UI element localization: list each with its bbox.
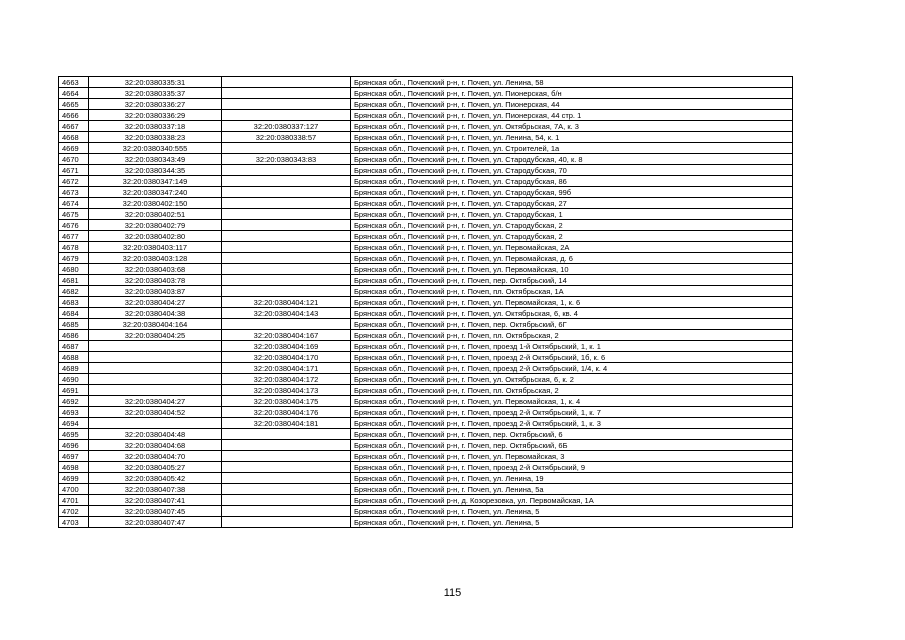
- row-number-cell: 4676: [59, 220, 89, 231]
- related-cadastral-number-cell: 32:20:0380404:169: [222, 341, 351, 352]
- address-cell: Брянская обл., Почепский р-н, г. Почеп, проезд 2-й Октябрьский, 1б, к. 6: [351, 352, 793, 363]
- related-cadastral-number-cell: [222, 462, 351, 473]
- row-number-cell: 4680: [59, 264, 89, 275]
- table-row: [59, 198, 793, 209]
- address-cell: Брянская обл., Почепский р-н, г. Почеп, ул. Стародубская, 27: [351, 198, 793, 209]
- cadastral-number-cell: [89, 341, 222, 352]
- cadastral-number-cell: 32:20:0380340:555: [89, 143, 222, 154]
- address-cell: Брянская обл., Почепский р-н, г. Почеп, проезд 1-й Октябрьский, 1, к. 1: [351, 341, 793, 352]
- related-cadastral-number-cell: [222, 429, 351, 440]
- address-cell: Брянская обл., Почепский р-н, г. Почеп, ул. Октябрьская, 6, кв. 4: [351, 308, 793, 319]
- address-cell: Брянская обл., Почепский р-н, г. Почеп, ул. Октябрьская, 7А, к. 3: [351, 121, 793, 132]
- address-cell: Брянская обл., Почепский р-н, г. Почеп, ул. Ленина, 5а: [351, 484, 793, 495]
- related-cadastral-number-cell: 32:20:0380343:83: [222, 154, 351, 165]
- address-cell: Брянская обл., Почепский р-н, д. Козорезовка, ул. Первомайская, 1А: [351, 495, 793, 506]
- related-cadastral-number-cell: 32:20:0380404:172: [222, 374, 351, 385]
- row-number-cell: 4695: [59, 429, 89, 440]
- table-row: [59, 473, 793, 484]
- address-cell: Брянская обл., Почепский р-н, г. Почеп, ул. Ленина, 5: [351, 506, 793, 517]
- table-row: [59, 132, 793, 143]
- address-cell: Брянская обл., Почепский р-н, г. Почеп, ул. Октябрьская, 6, к. 2: [351, 374, 793, 385]
- cadastral-number-cell: 32:20:0380403:68: [89, 264, 222, 275]
- cadastral-number-cell: 32:20:0380407:38: [89, 484, 222, 495]
- row-number-cell: 4698: [59, 462, 89, 473]
- cadastral-number-cell: 32:20:0380404:164: [89, 319, 222, 330]
- related-cadastral-number-cell: [222, 187, 351, 198]
- address-cell: Брянская обл., Почепский р-н, г. Почеп, проезд 2-й Октябрьский, 1, к. 7: [351, 407, 793, 418]
- address-cell: Брянская обл., Почепский р-н, г. Почеп, проезд 2-й Октябрьский, 1/4, к. 4: [351, 363, 793, 374]
- address-cell: Брянская обл., Почепский р-н, г. Почеп, ул. Стародубская, 99б: [351, 187, 793, 198]
- cadastral-number-cell: 32:20:0380403:87: [89, 286, 222, 297]
- related-cadastral-number-cell: [222, 99, 351, 110]
- row-number-cell: 4694: [59, 418, 89, 429]
- table-row: [59, 154, 793, 165]
- row-number-cell: 4669: [59, 143, 89, 154]
- cadastral-number-cell: [89, 418, 222, 429]
- address-cell: Брянская обл., Почепский р-н, г. Почеп, ул. Первомайская, 2А: [351, 242, 793, 253]
- cadastral-number-cell: 32:20:0380402:80: [89, 231, 222, 242]
- related-cadastral-number-cell: 32:20:0380404:171: [222, 363, 351, 374]
- related-cadastral-number-cell: [222, 143, 351, 154]
- related-cadastral-number-cell: [222, 440, 351, 451]
- address-cell: Брянская обл., Почепский р-н, г. Почеп, ул. Стародубская, 2: [351, 231, 793, 242]
- address-cell: Брянская обл., Почепский р-н, г. Почеп, пл. Октябрьская, 1А: [351, 286, 793, 297]
- table-row: [59, 121, 793, 132]
- address-cell: Брянская обл., Почепский р-н, г. Почеп, ул. Первомайская, 1, к. 4: [351, 396, 793, 407]
- table-row: [59, 418, 793, 429]
- row-number-cell: 4691: [59, 385, 89, 396]
- row-number-cell: 4689: [59, 363, 89, 374]
- address-cell: Брянская обл., Почепский р-н, г. Почеп, ул. Пионерская, 44: [351, 99, 793, 110]
- row-number-cell: 4664: [59, 88, 89, 99]
- related-cadastral-number-cell: [222, 165, 351, 176]
- table-row: [59, 176, 793, 187]
- table-row: [59, 451, 793, 462]
- row-number-cell: 4687: [59, 341, 89, 352]
- related-cadastral-number-cell: 32:20:0380338:57: [222, 132, 351, 143]
- address-cell: Брянская обл., Почепский р-н, г. Почеп, пер. Октябрьский, 6Б: [351, 440, 793, 451]
- related-cadastral-number-cell: [222, 319, 351, 330]
- row-number-cell: 4686: [59, 330, 89, 341]
- cadastral-number-cell: 32:20:0380404:27: [89, 396, 222, 407]
- row-number-cell: 4699: [59, 473, 89, 484]
- table-row: [59, 110, 793, 121]
- table-row: [59, 187, 793, 198]
- cadastral-table: [58, 76, 793, 528]
- table-row: [59, 363, 793, 374]
- related-cadastral-number-cell: 32:20:0380337:127: [222, 121, 351, 132]
- row-number-cell: 4701: [59, 495, 89, 506]
- table-row: [59, 143, 793, 154]
- address-cell: Брянская обл., Почепский р-н, г. Почеп, пер. Октябрьский, 6Г: [351, 319, 793, 330]
- table-row: [59, 165, 793, 176]
- address-cell: Брянская обл., Почепский р-н, г. Почеп, пл. Октябрьская, 2: [351, 385, 793, 396]
- address-cell: Брянская обл., Почепский р-н, г. Почеп, проезд 2-й Октябрьский, 1, к. 3: [351, 418, 793, 429]
- table-row: [59, 77, 793, 88]
- address-cell: Брянская обл., Почепский р-н, г. Почеп, ул. Первомайская, 10: [351, 264, 793, 275]
- related-cadastral-number-cell: [222, 242, 351, 253]
- related-cadastral-number-cell: 32:20:0380404:121: [222, 297, 351, 308]
- table-body: [59, 77, 793, 528]
- related-cadastral-number-cell: [222, 176, 351, 187]
- cadastral-number-cell: 32:20:0380336:29: [89, 110, 222, 121]
- row-number-cell: 4693: [59, 407, 89, 418]
- cadastral-number-cell: 32:20:0380403:117: [89, 242, 222, 253]
- address-cell: Брянская обл., Почепский р-н, г. Почеп, пл. Октябрьская, 2: [351, 330, 793, 341]
- cadastral-number-cell: 32:20:0380343:49: [89, 154, 222, 165]
- related-cadastral-number-cell: [222, 253, 351, 264]
- related-cadastral-number-cell: [222, 264, 351, 275]
- row-number-cell: 4674: [59, 198, 89, 209]
- cadastral-number-cell: 32:20:0380402:150: [89, 198, 222, 209]
- row-number-cell: 4671: [59, 165, 89, 176]
- address-cell: Брянская обл., Почепский р-н, г. Почеп, ул. Стародубская, 2: [351, 220, 793, 231]
- related-cadastral-number-cell: [222, 517, 351, 528]
- cadastral-number-cell: 32:20:0380407:41: [89, 495, 222, 506]
- table-row: [59, 374, 793, 385]
- table-row: [59, 440, 793, 451]
- cadastral-number-cell: 32:20:0380347:149: [89, 176, 222, 187]
- row-number-cell: 4703: [59, 517, 89, 528]
- cadastral-number-cell: 32:20:0380404:25: [89, 330, 222, 341]
- cadastral-number-cell: 32:20:0380404:70: [89, 451, 222, 462]
- address-cell: Брянская обл., Почепский р-н, г. Почеп, ул. Ленина, 58: [351, 77, 793, 88]
- row-number-cell: 4670: [59, 154, 89, 165]
- table-row: [59, 88, 793, 99]
- related-cadastral-number-cell: [222, 198, 351, 209]
- table-row: [59, 396, 793, 407]
- cadastral-number-cell: 32:20:0380404:68: [89, 440, 222, 451]
- row-number-cell: 4668: [59, 132, 89, 143]
- address-cell: Брянская обл., Почепский р-н, г. Почеп, ул. Первомайская, д. 6: [351, 253, 793, 264]
- table-row: [59, 352, 793, 363]
- table-row: [59, 495, 793, 506]
- cadastral-number-cell: 32:20:0380347:240: [89, 187, 222, 198]
- cadastral-number-cell: 32:20:0380407:47: [89, 517, 222, 528]
- table-row: [59, 275, 793, 286]
- row-number-cell: 4667: [59, 121, 89, 132]
- table-row: [59, 308, 793, 319]
- cadastral-number-cell: 32:20:0380335:37: [89, 88, 222, 99]
- related-cadastral-number-cell: [222, 286, 351, 297]
- address-cell: Брянская обл., Почепский р-н, г. Почеп, пер. Октябрьский, 6: [351, 429, 793, 440]
- table-row: [59, 286, 793, 297]
- row-number-cell: 4700: [59, 484, 89, 495]
- address-cell: Брянская обл., Почепский р-н, г. Почеп, ул. Первомайская, 1, к. 6: [351, 297, 793, 308]
- table-row: [59, 385, 793, 396]
- related-cadastral-number-cell: [222, 220, 351, 231]
- cadastral-number-cell: [89, 374, 222, 385]
- row-number-cell: 4692: [59, 396, 89, 407]
- row-number-cell: 4675: [59, 209, 89, 220]
- address-cell: Брянская обл., Почепский р-н, г. Почеп, ул. Стародубская, 86: [351, 176, 793, 187]
- related-cadastral-number-cell: [222, 473, 351, 484]
- row-number-cell: 4684: [59, 308, 89, 319]
- row-number-cell: 4696: [59, 440, 89, 451]
- address-cell: Брянская обл., Почепский р-н, г. Почеп, ул. Ленина, 54, к. 1: [351, 132, 793, 143]
- cadastral-number-cell: 32:20:0380405:42: [89, 473, 222, 484]
- related-cadastral-number-cell: [222, 506, 351, 517]
- cadastral-number-cell: [89, 363, 222, 374]
- address-cell: Брянская обл., Почепский р-н, г. Почеп, проезд 2-й Октябрьский, 9: [351, 462, 793, 473]
- related-cadastral-number-cell: [222, 209, 351, 220]
- row-number-cell: 4681: [59, 275, 89, 286]
- related-cadastral-number-cell: 32:20:0380404:170: [222, 352, 351, 363]
- row-number-cell: 4672: [59, 176, 89, 187]
- address-cell: Брянская обл., Почепский р-н, г. Почеп, ул. Ленина, 5: [351, 517, 793, 528]
- related-cadastral-number-cell: [222, 495, 351, 506]
- row-number-cell: 4666: [59, 110, 89, 121]
- cadastral-number-cell: 32:20:0380407:45: [89, 506, 222, 517]
- table-row: [59, 297, 793, 308]
- row-number-cell: 4688: [59, 352, 89, 363]
- table-row: [59, 462, 793, 473]
- row-number-cell: 4677: [59, 231, 89, 242]
- row-number-cell: 4665: [59, 99, 89, 110]
- cadastral-number-cell: 32:20:0380336:27: [89, 99, 222, 110]
- table-row: [59, 319, 793, 330]
- related-cadastral-number-cell: 32:20:0380404:173: [222, 385, 351, 396]
- row-number-cell: 4673: [59, 187, 89, 198]
- cadastral-number-cell: 32:20:0380405:27: [89, 462, 222, 473]
- cadastral-number-cell: 32:20:0380344:35: [89, 165, 222, 176]
- row-number-cell: 4679: [59, 253, 89, 264]
- page-number: 115: [443, 587, 462, 599]
- related-cadastral-number-cell: 32:20:0380404:167: [222, 330, 351, 341]
- table-row: [59, 429, 793, 440]
- cadastral-number-cell: 32:20:0380403:128: [89, 253, 222, 264]
- address-cell: Брянская обл., Почепский р-н, г. Почеп, ул. Ленина, 19: [351, 473, 793, 484]
- cadastral-number-cell: 32:20:0380404:48: [89, 429, 222, 440]
- address-cell: Брянская обл., Почепский р-н, г. Почеп, пер. Октябрьский, 14: [351, 275, 793, 286]
- row-number-cell: 4682: [59, 286, 89, 297]
- related-cadastral-number-cell: 32:20:0380404:175: [222, 396, 351, 407]
- table-row: [59, 220, 793, 231]
- address-cell: Брянская обл., Почепский р-н, г. Почеп, ул. Стародубская, 1: [351, 209, 793, 220]
- cadastral-number-cell: 32:20:0380404:38: [89, 308, 222, 319]
- table-row: [59, 341, 793, 352]
- cadastral-number-cell: [89, 385, 222, 396]
- cadastral-number-cell: 32:20:0380337:18: [89, 121, 222, 132]
- row-number-cell: 4663: [59, 77, 89, 88]
- cadastral-number-cell: 32:20:0380404:52: [89, 407, 222, 418]
- cadastral-number-cell: 32:20:0380402:79: [89, 220, 222, 231]
- table-row: [59, 407, 793, 418]
- table-row: [59, 242, 793, 253]
- cadastral-number-cell: 32:20:0380338:23: [89, 132, 222, 143]
- address-cell: Брянская обл., Почепский р-н, г. Почеп, ул. Первомайская, 3: [351, 451, 793, 462]
- related-cadastral-number-cell: [222, 484, 351, 495]
- related-cadastral-number-cell: 32:20:0380404:181: [222, 418, 351, 429]
- cadastral-number-cell: 32:20:0380404:27: [89, 297, 222, 308]
- row-number-cell: 4690: [59, 374, 89, 385]
- related-cadastral-number-cell: [222, 77, 351, 88]
- table-row: [59, 330, 793, 341]
- address-cell: Брянская обл., Почепский р-н, г. Почеп, ул. Стародубская, 70: [351, 165, 793, 176]
- table-row: [59, 484, 793, 495]
- related-cadastral-number-cell: 32:20:0380404:176: [222, 407, 351, 418]
- related-cadastral-number-cell: [222, 110, 351, 121]
- table-row: [59, 517, 793, 528]
- address-cell: Брянская обл., Почепский р-н, г. Почеп, ул. Пионерская, б/н: [351, 88, 793, 99]
- address-cell: Брянская обл., Почепский р-н, г. Почеп, ул. Строителей, 1а: [351, 143, 793, 154]
- cadastral-number-cell: [89, 352, 222, 363]
- row-number-cell: 4702: [59, 506, 89, 517]
- address-cell: Брянская обл., Почепский р-н, г. Почеп, ул. Пионерская, 44 стр. 1: [351, 110, 793, 121]
- related-cadastral-number-cell: [222, 231, 351, 242]
- table-row: [59, 231, 793, 242]
- table-row: [59, 99, 793, 110]
- related-cadastral-number-cell: [222, 275, 351, 286]
- table-row: [59, 506, 793, 517]
- table-row: [59, 253, 793, 264]
- row-number-cell: 4697: [59, 451, 89, 462]
- cadastral-number-cell: 32:20:0380402:51: [89, 209, 222, 220]
- address-cell: Брянская обл., Почепский р-н, г. Почеп, ул. Стародубская, 40, к. 8: [351, 154, 793, 165]
- cadastral-number-cell: 32:20:0380335:31: [89, 77, 222, 88]
- table-row: [59, 209, 793, 220]
- row-number-cell: 4685: [59, 319, 89, 330]
- related-cadastral-number-cell: [222, 88, 351, 99]
- related-cadastral-number-cell: [222, 451, 351, 462]
- table-row: [59, 264, 793, 275]
- cadastral-number-cell: 32:20:0380403:78: [89, 275, 222, 286]
- row-number-cell: 4678: [59, 242, 89, 253]
- row-number-cell: 4683: [59, 297, 89, 308]
- related-cadastral-number-cell: 32:20:0380404:143: [222, 308, 351, 319]
